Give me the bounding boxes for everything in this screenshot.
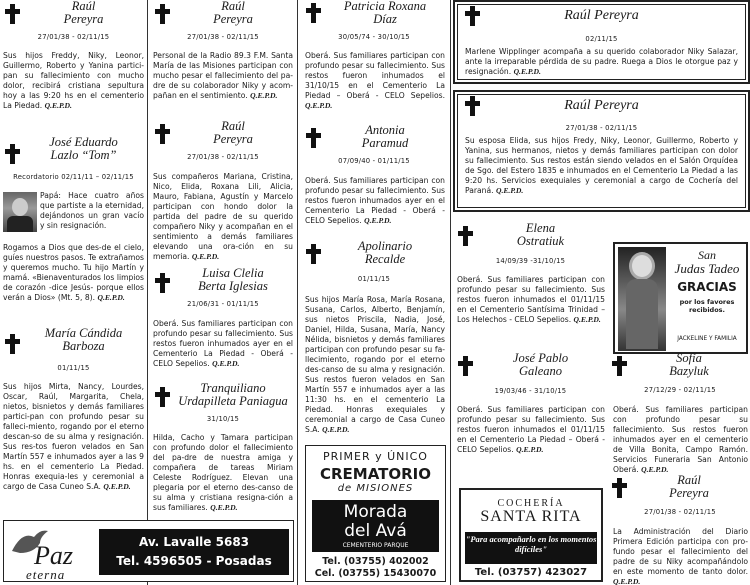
saint-title-2: Judas Tadeo [674,261,740,276]
obituary-text: Sus hijos Mirta, Nancy, Lourdes, Oscar, Raúl, Margarita, Chela, nietos, bisnietos y demás familiares partici-pan con profundo pesar su falleci-miento, rogando por el eterno descan-so de su alma y resignación. Sus res-tos fueron velados en San Martín 557 e inhumados ayer a las 9 hs. en el cementerio La Piedad. Honras exequia-les y ceremonial a cargo de Casa Cuneo S.A. Q.E.P.D. [3,382,144,491]
obituary-text: Personal de la Radio 89.3 F.M. Santa María de las Misiones participan con mucho pesar el fallecimiento del pa-dre de su colaborador Niky y acom-pañan en el sentimiento. Q.E.P.D. [153,51,293,100]
cross-icon [155,387,170,407]
ad-place3: CEMENTERIO PARQUE [342,542,409,549]
ad-line1: COCHERÍA [497,498,565,509]
obituary-text: Oberá. Sus familiares participan con profundo pesar su fallecimiento. Sus restos fueron inhumados el 01/11/15 en el Cementerio La Piedad – Oberá - CELO Sepelios. Q.E.P.D. [457,405,605,454]
obituary-text: La Administración del Diario Primera Edición participa con pro-fundo pesar el fallecimiento del padre de su Niky acompañándolo en este momento de tanto dolor. Q.E.P.D. [613,527,748,585]
ad-place2: del Avá [344,521,407,541]
cross-icon [5,4,20,24]
dates: Recordatorio 02/11/11 – 02/11/15 [13,173,134,181]
cross-icon [155,4,170,24]
obituary-text: Su esposa Elida, sus hijos Fredy, Niky, Leonor, Guillermo, Roberto y Yanina, sus hermanos, nietos y demás familiares participan con dolor su fallecimiento. Sus restos están siendo velados en el Salón Orquídea de Sgo. del Estero 1835 e inhumados en el Cementerio La Piedad a las 9:20 hs. Servicios exequiales y ceremonial a cargo de Cochería del Paraná. Q.E.P.D. [465,136,738,195]
obituary-text: Marlene Wipplinger acompaña a su querido colaborador Niky Salazar, ante la irreparable pérdida de su padre. Ruega a Dios le otorgue paz y resignación. Q.E.P.D. [465,47,738,76]
cross-icon [5,144,20,164]
paz-eterna-ad [3,520,294,582]
deceased-name: Tranquiliano Urdapilleta Paniagua [178,381,288,408]
obituary-antonia-paramud [300,118,448,233]
deceased-name: Elena Ostratiuk [516,221,565,248]
boxed-obituary-2 [453,90,750,212]
ad-line1: PRIMER y ÚNICO [323,450,428,463]
dates: 27/01/38 - 02/11/15 [37,33,110,41]
obituary-text: Hilda, Cacho y Tamara participan con profundo dolor el fallecimiento del pa-dre de nuestra amiga y compañera de tareas Miriam Celeste Rodríguez. Elevan una plegaria por el eterno des-canso de su alma y cristiana resigna-ción a sus familiares. Q.E.P.D. [153,433,293,512]
boxed-obituary-1 [453,0,750,84]
deceased-name: Luisa Clelia Berta Iglesias [198,266,268,293]
obituary-raul-pereyra-2 [150,0,296,115]
cross-icon [5,334,20,354]
obituary-sofia-bazyluk [610,348,750,474]
obituary-maria-candida-barboza [0,320,147,510]
ad-slogan: "Para acompañarlo en los momentos difíciles" [465,532,597,564]
obituary-text: Oberá. Sus familiares participan con profundo pesar su fallecimiento. Sus restos fueron inhumados ayer en el Cementerio La Piedad - Oberá - CELO Sepelios. Q.E.P.D. [153,319,293,368]
dates: 27/01/38 - 02/11/15 [187,33,259,41]
san-judas-tadeo-card [613,242,748,354]
dates: 27/01/38 - 02/11/15 [187,153,259,161]
column-3 [300,0,448,585]
obituary-tranquiliano-urdapilleta [150,380,296,520]
obituary-elena-ostratiuk [453,218,608,343]
deceased-name: Patricia Roxana Díaz [343,0,427,26]
obituary-text: Oberá. Sus familiares participan con profundo pesar su fallecimiento. Sus restos fueron inhumados ayer en el cementerio de Villa Bonita, Campo Ramón. Servicios Funeraria San Antonio Oberá. Q.E.P.D. [613,405,748,474]
deceased-name: Raúl Pereyra [63,0,104,26]
obituary-apolinario-recalde [300,236,448,436]
cross-icon [306,3,321,23]
cross-icon [155,273,170,293]
obituary-text: Sus hijos Freddy, Niky, Leonor, Guillermo, Roberto y Yanina partici-pan su fallecimiento con mucho dolor, recibirá cristiana sepultura hoy a las 9:20 hs en el cementerio La Piedad. Q.E.P.D. [3,51,144,110]
saint-title-1: San [698,248,716,262]
cross-icon [306,244,321,264]
cross-icon [612,356,627,376]
deceased-name: Raúl Pereyra [213,0,253,26]
obituary-text-side: Papá: Hace cuatro años que partiste a la eternidad, dejándonos un gran vacío y sin resignación. [40,191,144,230]
ad-tel2: Cel. (03755) 15430070 [314,568,437,579]
obituary-raul-pereyra-4 [610,470,750,585]
dates: 27/01/38 - 02/11/15 [565,124,638,132]
obituary-text: Sus compañeros Mariana, Cristina, Nico, Elida, Roxana Lili, Alicia, Mauro, Fabiana, Agustín y Marcelo participan con hondo dolor la partida del padre de su querido compañero Niky y acompañan en el sentimiento a demás familiares elevando una ora-ción en su memoria. Q.E.P.D. [153,172,293,261]
dates: 02/11/15 [585,35,618,43]
column-5 [610,218,750,585]
cross-icon [612,478,627,498]
dates: 27/12/29 - 02/11/15 [644,386,716,394]
obituary-raul-pereyra-1 [0,0,147,120]
dates: 07/09/40 - 01/11/15 [338,157,410,165]
ad-line2: CREMATORIO [319,465,432,483]
deceased-name: Raúl Pereyra [213,119,253,146]
dates: 21/06/31 - 01/11/15 [187,300,259,308]
deceased-name: Sofía Bazyluk [669,351,709,378]
cross-icon [155,124,170,144]
dates: 31/10/15 [206,415,240,423]
cross-icon [458,226,473,246]
brand-name: Paz [34,541,73,570]
deceased-name: Raúl Pereyra [564,8,639,23]
ad-black-panel [312,500,439,552]
ad-tel: Tel. (03757) 423027 [474,567,588,578]
column-1 [0,0,147,585]
deceased-name: María Cándida Barboza [44,326,123,353]
obituary-text: Oberá. Sus familiares participan con profundo pesar su fallecimiento. Sus restos fueron inhumados el 01/11/15 en el Cementerio Santísima Trinidad – Los Helechos - CELO Sepelios. Q.E.P.D. [457,275,605,324]
dates: 01/11/15 [57,364,90,372]
obituary-jose-pablo-galeano [453,348,608,468]
dates: 27/01/38 - 02/11/15 [644,508,716,516]
deceased-name: Raúl Pereyra [564,98,639,113]
obituary-raul-pereyra-3 [150,118,296,263]
cross-icon [306,128,321,148]
deceased-name: Antonia Paramud [361,123,409,150]
ad-tel1: Tel. (03755) 402002 [322,556,429,567]
saint-image [618,247,666,351]
dates: 19/03/46 - 31/10/15 [494,387,567,395]
ad-line2: SANTA RITA [480,508,582,525]
brand-name-2: eterna [26,567,66,582]
cross-icon [458,356,473,376]
dates: 30/05/74 - 30/10/15 [338,33,410,41]
obituary-text: Oberá. Sus familiares participan con profundo pesar su fallecimiento. Sus restos fueron inhumados el 31/10/15 en el Cementerio La Piedad – Oberá - CELO Sepelios. Q.E.P.D. [305,51,445,110]
ad-line3: de MISIONES [337,483,414,494]
dates: 14/09/39 -31/10/15 [495,257,566,265]
thanks-heading: GRACIAS [677,280,737,294]
obituary-patricia-roxana-diaz [300,0,448,115]
deceased-name: José Eduardo Lazlo “Tom” [49,135,118,162]
column-4 [453,218,608,585]
signature: JACKELINE Y FAMILIA [677,336,737,342]
column-2 [150,0,296,585]
deceased-name: Raúl Pereyra [669,473,709,500]
thanks-sub: por los favores recibidos. [679,298,735,314]
obituary-text: Rogamos a Dios que des-de el cielo, guíes nuestros pasos. Te extrañamos y queremos mucho. Tu hijo Martín y mamá. «Bienaventurados los limpios de corazón -dice Jesús- porque ellos verán a Dios» (Mt. 5, 8). Q.E.P.D. [3,243,144,302]
deceased-name: José Pablo Galeano [512,351,569,378]
crematorio-ad [305,445,446,582]
portrait-photo [3,192,37,232]
ad-tel: Tel. 4596505 - Posadas [116,554,272,568]
obituary-luisa-clelia-berta-iglesias [150,265,296,375]
obituary-text: Sus hijos María Rosa, María Rosana, Susana, Carlos, Alberto, Benjamín, sus nietos Priscila, Nadia, José, Daniel, Hilda, Susana, María, Nancy Nélida, bisnietos y demás familiares participan con profundo pesar su fa-llecimiento, rogando por el eterno des-canso de su alma y resignación. Sus restos fueron velados en San Martín 557 e inhumados ayer a las 11:30 hs. en el cementerio La Piedad. Honras exequiales y ceremonial a cargo de Casa Cuneo S.A. Q.E.P.D. [305,295,445,434]
dates: 01/11/15 [357,275,391,283]
ad-address: Av. Lavalle 5683 [138,535,250,549]
ad-place1: Morada [343,502,408,522]
santa-rita-ad [459,488,603,582]
obituary-text: Oberá. Sus familiares participan con profundo pesar su fallecimiento. Sus restos fueron inhumados ayer en el Cementerio La Piedad - Oberá - CELO Sepelios. Q.E.P.D. [305,176,445,225]
ad-black-panel [99,529,289,575]
obituary-jose-eduardo-lazlo [0,128,147,318]
deceased-name: Apolinario Recalde [357,239,413,266]
